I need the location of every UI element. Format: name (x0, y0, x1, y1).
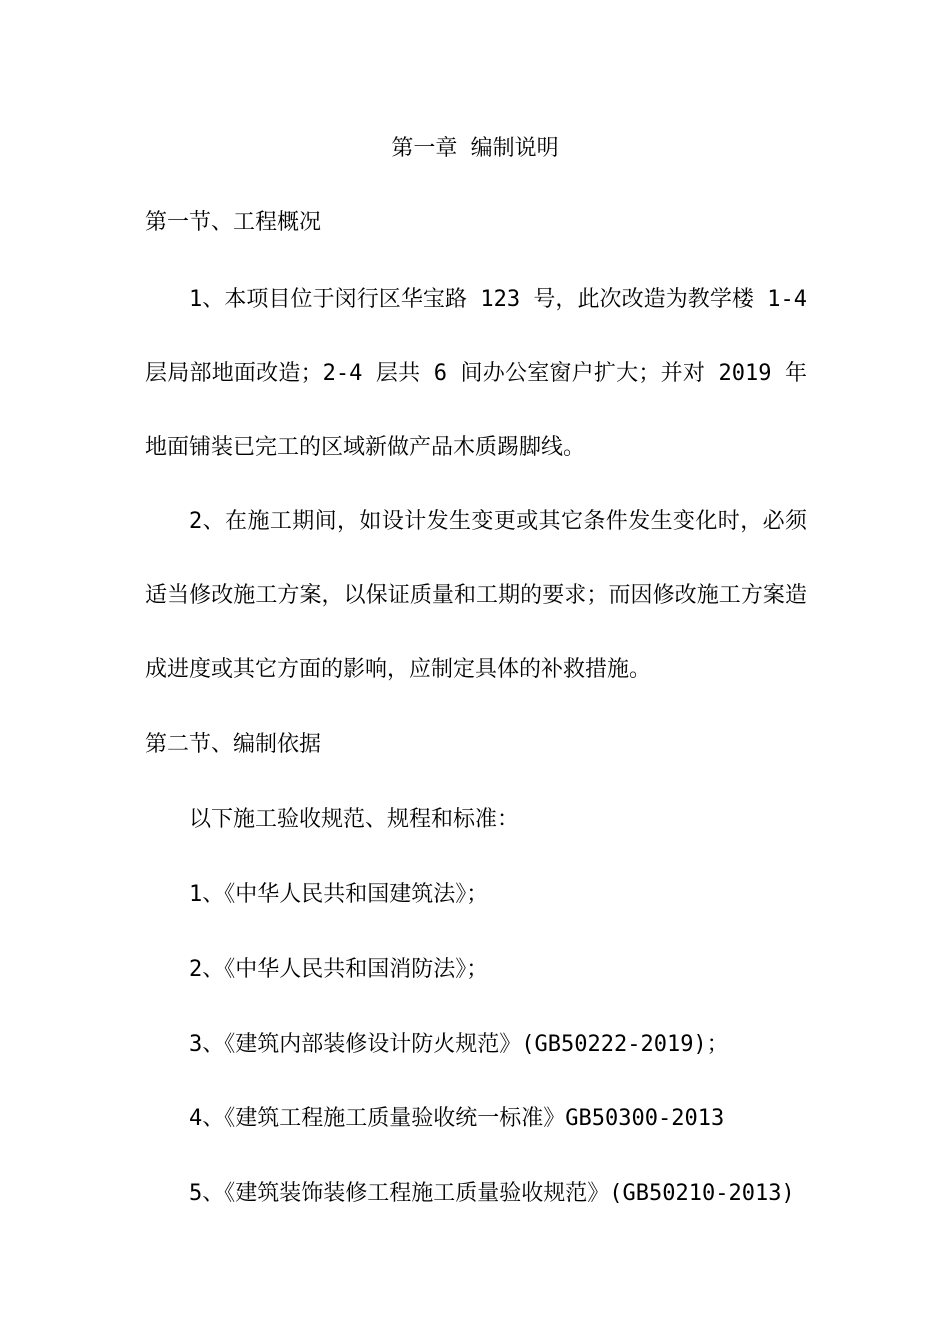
section1-heading: 第一节、工程概况 (145, 210, 322, 235)
section1-paragraph-2: 2、在施工期间，如设计发生变更或其它条件发生变化时，必须适当修改施工方案，以保证质量和工期的要求；而因修改施工方案造成进度或其它方面的影响，应制定具体的补救措施。 (145, 509, 807, 682)
section2-intro: 以下施工验收规范、规程和标准： (189, 807, 520, 832)
section1-body (145, 263, 807, 707)
section2-heading: 第二节、编制依据 (145, 732, 322, 757)
reference-item-1: 1、《中华人民共和国建筑法》； (189, 882, 489, 907)
reference-item-2: 2、《中华人民共和国消防法》； (189, 957, 489, 982)
chapter-title: 第一章 编制说明 (391, 136, 559, 161)
reference-item-4: 4、《建筑工程施工质量验收统一标准》GB50300-2013 (189, 1106, 725, 1131)
reference-item-3: 3、《建筑内部装修设计防火规范》(GB50222-2019)； (189, 1032, 729, 1057)
section1-paragraph-1: 1、本项目位于闵行区华宝路 123 号，此次改造为教学楼 1-4 层局部地面改造；2-4 层共 6 间办公室窗户扩大；并对 2019 年地面铺装已完工的区域新做产品木质踢脚线。 (145, 287, 807, 460)
reference-item-5: 5、《建筑装饰装修工程施工质量验收规范》(GB50210-2013) (189, 1181, 795, 1206)
